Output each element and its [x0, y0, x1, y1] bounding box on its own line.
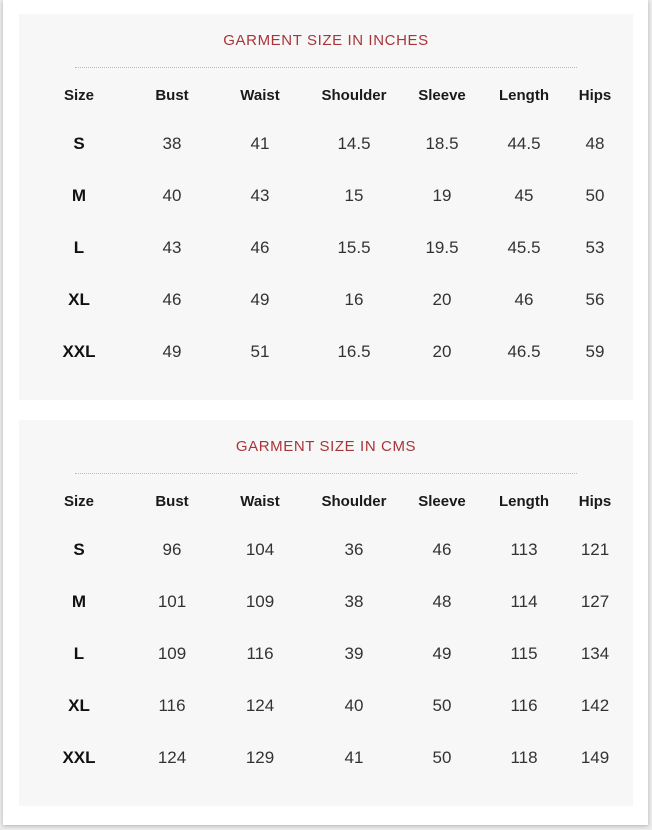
measurement-cell: 41	[344, 748, 364, 767]
measurement-cell: 20	[432, 342, 452, 361]
table-row	[27, 222, 625, 274]
column-header-waist: Waist	[240, 86, 280, 104]
measurement-cell: 127	[580, 592, 610, 611]
measurement-cell: 53	[585, 238, 605, 257]
table-row	[27, 628, 625, 680]
table-header-row	[27, 478, 625, 524]
measurement-cell: 41	[250, 134, 270, 153]
size-label: S	[73, 540, 85, 559]
measurement-cell: 49	[432, 644, 452, 663]
size-label: M	[71, 186, 87, 205]
measurement-cell: 46.5	[507, 342, 541, 361]
measurement-cell: 44.5	[507, 134, 541, 153]
measurement-cell: 39	[344, 644, 364, 663]
column-header-bust: Bust	[155, 86, 189, 104]
column-header-size: Size	[63, 492, 94, 510]
size-label: L	[73, 644, 85, 663]
measurement-cell: 20	[432, 290, 452, 309]
measurement-cell: 116	[510, 696, 538, 715]
measurement-cell: 14.5	[337, 134, 371, 153]
measurement-cell: 43	[162, 238, 182, 257]
measurement-cell: 113	[510, 540, 538, 559]
table-row	[27, 118, 625, 170]
measurement-cell: 56	[585, 290, 605, 309]
table-row	[27, 576, 625, 628]
inches-chart-title: GARMENT SIZE IN INCHES	[223, 32, 429, 49]
measurement-cell: 48	[432, 592, 452, 611]
measurement-cell: 16	[344, 290, 364, 309]
measurement-cell: 38	[344, 592, 364, 611]
measurement-cell: 46	[250, 238, 270, 257]
column-header-waist: Waist	[240, 492, 280, 510]
measurement-cell: 114	[510, 592, 538, 611]
table-header-row	[27, 72, 625, 118]
measurement-cell: 124	[245, 696, 275, 715]
column-header-shoulder: Shoulder	[321, 86, 387, 104]
measurement-cell: 149	[580, 748, 610, 767]
measurement-cell: 49	[250, 290, 270, 309]
measurement-cell: 46	[514, 290, 534, 309]
table-row	[27, 524, 625, 576]
table-row	[27, 680, 625, 732]
measurement-cell: 46	[162, 290, 182, 309]
measurement-cell: 118	[510, 748, 538, 767]
column-header-bust: Bust	[155, 492, 189, 510]
measurement-cell: 45.5	[507, 238, 541, 257]
measurement-cell: 142	[580, 696, 610, 715]
measurement-cell: 116	[158, 696, 186, 715]
measurement-cell: 134	[580, 644, 610, 663]
cms-chart-title: GARMENT SIZE IN CMS	[235, 438, 417, 455]
measurement-cell: 121	[580, 540, 610, 559]
column-header-length: Length	[499, 86, 549, 104]
measurement-cell: 19.5	[425, 238, 459, 257]
measurement-cell: 109	[245, 592, 275, 611]
column-header-shoulder: Shoulder	[321, 492, 387, 510]
table-row	[27, 274, 625, 326]
table-row	[27, 326, 625, 378]
measurement-cell: 96	[162, 540, 182, 559]
column-header-hips: Hips	[578, 86, 612, 104]
measurement-cell: 48	[585, 134, 605, 153]
measurement-cell: 129	[245, 748, 275, 767]
measurement-cell: 104	[245, 540, 275, 559]
measurement-cell: 15.5	[337, 238, 371, 257]
measurement-cell: 50	[432, 696, 452, 715]
measurement-cell: 124	[157, 748, 187, 767]
size-label: XXL	[62, 342, 96, 361]
size-label: XL	[68, 290, 90, 309]
measurement-cell: 19	[432, 186, 452, 205]
cms-size-card	[19, 420, 633, 806]
size-chart-page	[3, 0, 648, 825]
measurement-cell: 15	[344, 186, 364, 205]
measurement-cell: 51	[250, 342, 270, 361]
measurement-cell: 36	[344, 540, 364, 559]
inches-size-card	[19, 14, 633, 400]
measurement-cell: 16.5	[337, 342, 371, 361]
measurement-cell: 18.5	[425, 134, 459, 153]
size-label: S	[73, 134, 85, 153]
measurement-cell: 50	[432, 748, 452, 767]
measurement-cell: 115	[510, 644, 538, 663]
measurement-cell: 45	[514, 186, 534, 205]
column-header-hips: Hips	[578, 492, 612, 510]
title-divider	[75, 67, 577, 68]
column-header-sleeve: Sleeve	[418, 492, 466, 510]
cms-size-table	[27, 478, 625, 784]
size-label: XL	[68, 696, 90, 715]
measurement-cell: 109	[157, 644, 187, 663]
table-row	[27, 170, 625, 222]
measurement-cell: 40	[344, 696, 364, 715]
measurement-cell: 49	[162, 342, 182, 361]
measurement-cell: 116	[246, 644, 274, 663]
measurement-cell: 59	[585, 342, 605, 361]
column-header-sleeve: Sleeve	[418, 86, 466, 104]
size-label: L	[73, 238, 85, 257]
measurement-cell: 50	[585, 186, 605, 205]
measurement-cell: 43	[250, 186, 270, 205]
title-divider	[75, 473, 577, 474]
table-row	[27, 732, 625, 784]
size-label: M	[71, 592, 87, 611]
measurement-cell: 101	[157, 592, 187, 611]
measurement-cell: 40	[162, 186, 182, 205]
column-header-size: Size	[63, 86, 94, 104]
size-label: XXL	[62, 748, 96, 767]
measurement-cell: 46	[432, 540, 452, 559]
column-header-length: Length	[499, 492, 549, 510]
inches-size-table	[27, 72, 625, 378]
measurement-cell: 38	[162, 134, 182, 153]
